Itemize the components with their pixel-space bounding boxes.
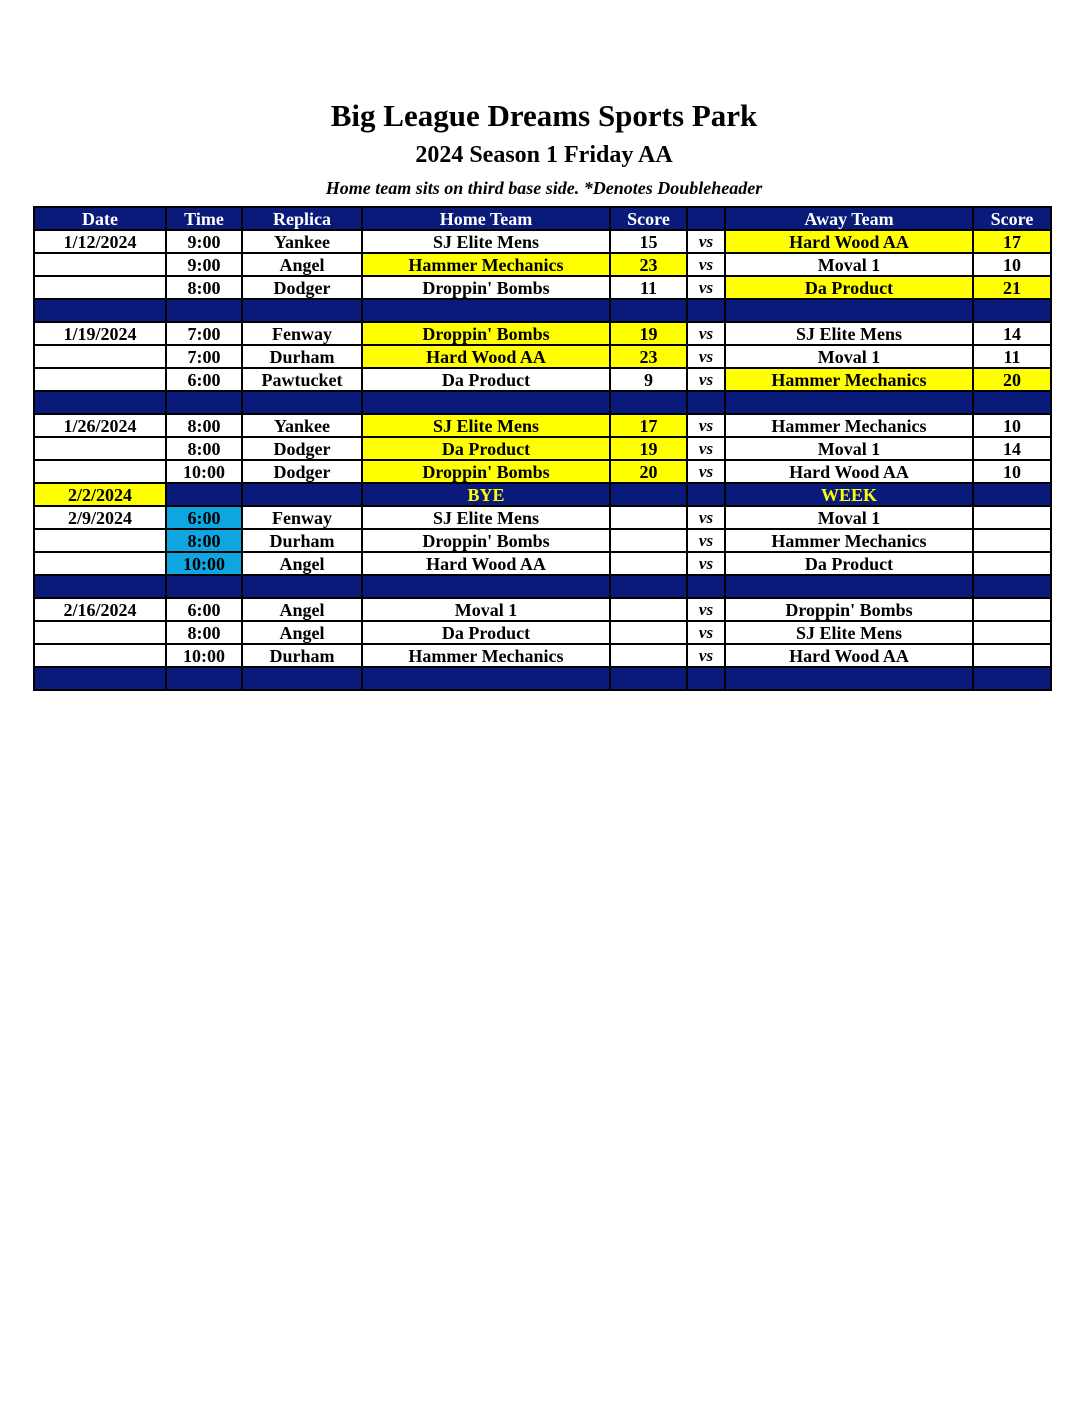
- col-header-date: Date: [34, 207, 166, 230]
- week-label: WEEK: [725, 483, 973, 506]
- schedule-body: [34, 230, 1051, 690]
- game-row: [34, 437, 1051, 460]
- replica-cell: Angel: [242, 598, 362, 621]
- away-score-cell: [973, 529, 1051, 552]
- away-team-cell: Da Product: [725, 276, 973, 299]
- vs-cell: vs: [687, 230, 725, 253]
- home-team-cell: Hammer Mechanics: [362, 253, 610, 276]
- separator-cell: [973, 391, 1051, 414]
- replica-cell: Durham: [242, 345, 362, 368]
- separator-cell: [242, 391, 362, 414]
- game-row: [34, 506, 1051, 529]
- bye-week-row: [34, 483, 1051, 506]
- home-team-cell: Hammer Mechanics: [362, 644, 610, 667]
- away-team-cell: Hard Wood AA: [725, 230, 973, 253]
- time-cell: [166, 483, 242, 506]
- page-title: Big League Dreams Sports Park: [330, 98, 758, 133]
- header-row: [34, 207, 1051, 230]
- away-score-cell: 10: [973, 253, 1051, 276]
- vs-cell: vs: [687, 460, 725, 483]
- home-score-cell: [610, 621, 687, 644]
- col-header-home-score: Score: [610, 207, 687, 230]
- away-team-cell: Hammer Mechanics: [725, 368, 973, 391]
- date-cell: [34, 529, 166, 552]
- time-cell: 7:00: [166, 322, 242, 345]
- home-team-cell: Droppin' Bombs: [362, 276, 610, 299]
- away-team-cell: Hard Wood AA: [725, 644, 973, 667]
- replica-cell: Angel: [242, 621, 362, 644]
- home-team-cell: Da Product: [362, 437, 610, 460]
- separator-cell: [687, 391, 725, 414]
- week-separator-row: [34, 667, 1051, 690]
- home-team-cell: Droppin' Bombs: [362, 460, 610, 483]
- separator-cell: [34, 391, 166, 414]
- bye-label: BYE: [362, 483, 610, 506]
- separator-cell: [362, 667, 610, 690]
- separator-cell: [242, 575, 362, 598]
- date-cell: [34, 253, 166, 276]
- replica-cell: Dodger: [242, 460, 362, 483]
- col-header-home-team: Home Team: [362, 207, 610, 230]
- date-cell: [34, 621, 166, 644]
- away-team-cell: Moval 1: [725, 437, 973, 460]
- separator-cell: [725, 575, 973, 598]
- week-separator-row: [34, 575, 1051, 598]
- separator-cell: [725, 667, 973, 690]
- date-cell: 1/19/2024: [34, 322, 166, 345]
- time-cell: 9:00: [166, 230, 242, 253]
- date-cell: [34, 437, 166, 460]
- date-cell: 2/16/2024: [34, 598, 166, 621]
- home-score-cell: [610, 506, 687, 529]
- replica-cell: Dodger: [242, 276, 362, 299]
- date-cell: 1/12/2024: [34, 230, 166, 253]
- time-cell: 7:00: [166, 345, 242, 368]
- away-team-cell: Moval 1: [725, 345, 973, 368]
- vs-cell: vs: [687, 345, 725, 368]
- vs-cell: vs: [687, 322, 725, 345]
- game-row: [34, 460, 1051, 483]
- page-subtitle: 2024 Season 1 Friday AA: [415, 142, 673, 168]
- game-row: [34, 276, 1051, 299]
- col-header-vs: [687, 207, 725, 230]
- game-row: [34, 529, 1051, 552]
- home-score-cell: 19: [610, 437, 687, 460]
- home-team-cell: Hard Wood AA: [362, 552, 610, 575]
- home-score-cell: 19: [610, 322, 687, 345]
- vs-cell: vs: [687, 529, 725, 552]
- away-score-cell: 14: [973, 322, 1051, 345]
- time-cell: 9:00: [166, 253, 242, 276]
- separator-cell: [362, 575, 610, 598]
- vs-cell: vs: [687, 368, 725, 391]
- separator-cell: [687, 575, 725, 598]
- away-team-cell: Hard Wood AA: [725, 460, 973, 483]
- vs-cell: vs: [687, 253, 725, 276]
- time-cell: 8:00: [166, 621, 242, 644]
- home-score-cell: 23: [610, 253, 687, 276]
- home-score-cell: 20: [610, 460, 687, 483]
- date-cell: 1/26/2024: [34, 414, 166, 437]
- separator-cell: [725, 391, 973, 414]
- separator-cell: [610, 575, 687, 598]
- separator-cell: [166, 575, 242, 598]
- date-cell: [34, 552, 166, 575]
- separator-cell: [166, 299, 242, 322]
- replica-cell: Durham: [242, 529, 362, 552]
- separator-cell: [610, 667, 687, 690]
- separator-cell: [34, 299, 166, 322]
- game-row: [34, 621, 1051, 644]
- home-team-cell: Droppin' Bombs: [362, 322, 610, 345]
- vs-cell: vs: [687, 644, 725, 667]
- away-score-cell: [973, 644, 1051, 667]
- separator-cell: [34, 667, 166, 690]
- replica-cell: Dodger: [242, 437, 362, 460]
- home-score-cell: 11: [610, 276, 687, 299]
- separator-cell: [610, 391, 687, 414]
- separator-cell: [242, 667, 362, 690]
- time-cell: 8:00: [166, 276, 242, 299]
- home-score-cell: 15: [610, 230, 687, 253]
- time-cell: 8:00: [166, 414, 242, 437]
- date-cell: [34, 644, 166, 667]
- date-cell: [34, 368, 166, 391]
- replica-cell: Fenway: [242, 506, 362, 529]
- home-score-cell: [610, 644, 687, 667]
- home-team-cell: SJ Elite Mens: [362, 414, 610, 437]
- game-row: [34, 322, 1051, 345]
- date-cell: [34, 345, 166, 368]
- away-score-cell: 11: [973, 345, 1051, 368]
- home-score-cell: 17: [610, 414, 687, 437]
- vs-cell: [687, 483, 725, 506]
- replica-cell: Angel: [242, 552, 362, 575]
- separator-cell: [166, 667, 242, 690]
- home-team-cell: Hard Wood AA: [362, 345, 610, 368]
- game-row: [34, 644, 1051, 667]
- col-header-time: Time: [166, 207, 242, 230]
- time-cell: 10:00: [166, 460, 242, 483]
- home-team-cell: Moval 1: [362, 598, 610, 621]
- away-team-cell: Moval 1: [725, 506, 973, 529]
- vs-cell: vs: [687, 621, 725, 644]
- home-score-cell: 9: [610, 368, 687, 391]
- game-row: [34, 345, 1051, 368]
- time-cell: 6:00: [166, 368, 242, 391]
- separator-cell: [610, 299, 687, 322]
- game-row: [34, 253, 1051, 276]
- week-separator-row: [34, 391, 1051, 414]
- replica-cell: Pawtucket: [242, 368, 362, 391]
- away-score-cell: 10: [973, 414, 1051, 437]
- away-team-cell: Da Product: [725, 552, 973, 575]
- home-score-cell: [610, 552, 687, 575]
- separator-cell: [687, 667, 725, 690]
- vs-cell: vs: [687, 276, 725, 299]
- away-team-cell: Hammer Mechanics: [725, 529, 973, 552]
- away-score-cell: 17: [973, 230, 1051, 253]
- away-score-cell: 10: [973, 460, 1051, 483]
- game-row: [34, 598, 1051, 621]
- week-separator-row: [34, 299, 1051, 322]
- schedule-table: [33, 206, 1052, 691]
- date-cell: 2/9/2024: [34, 506, 166, 529]
- separator-cell: [973, 667, 1051, 690]
- separator-cell: [34, 575, 166, 598]
- separator-cell: [242, 299, 362, 322]
- time-cell: 8:00: [166, 529, 242, 552]
- vs-cell: vs: [687, 552, 725, 575]
- away-score-cell: 20: [973, 368, 1051, 391]
- away-score-cell: [973, 483, 1051, 506]
- vs-cell: vs: [687, 437, 725, 460]
- away-score-cell: [973, 552, 1051, 575]
- separator-cell: [973, 299, 1051, 322]
- replica-cell: Angel: [242, 253, 362, 276]
- separator-cell: [973, 575, 1051, 598]
- separator-cell: [362, 391, 610, 414]
- home-score-cell: [610, 529, 687, 552]
- date-cell: 2/2/2024: [34, 483, 166, 506]
- home-score-cell: [610, 483, 687, 506]
- date-cell: [34, 276, 166, 299]
- away-team-cell: Hammer Mechanics: [725, 414, 973, 437]
- away-team-cell: Droppin' Bombs: [725, 598, 973, 621]
- game-row: [34, 414, 1051, 437]
- col-header-away-score: Score: [973, 207, 1051, 230]
- away-team-cell: SJ Elite Mens: [725, 322, 973, 345]
- time-cell: 6:00: [166, 598, 242, 621]
- replica-cell: Durham: [242, 644, 362, 667]
- home-score-cell: [610, 598, 687, 621]
- home-score-cell: 23: [610, 345, 687, 368]
- game-row: [34, 552, 1051, 575]
- away-score-cell: [973, 598, 1051, 621]
- separator-cell: [687, 299, 725, 322]
- time-cell: 10:00: [166, 552, 242, 575]
- game-row: [34, 230, 1051, 253]
- time-cell: 8:00: [166, 437, 242, 460]
- home-team-cell: Droppin' Bombs: [362, 529, 610, 552]
- page-note: Home team sits on third base side. *Denotes Doubleheader: [325, 178, 763, 198]
- home-team-cell: SJ Elite Mens: [362, 506, 610, 529]
- home-team-cell: SJ Elite Mens: [362, 230, 610, 253]
- replica-cell: Yankee: [242, 414, 362, 437]
- col-header-replica: Replica: [242, 207, 362, 230]
- away-team-cell: Moval 1: [725, 253, 973, 276]
- col-header-away-team: Away Team: [725, 207, 973, 230]
- replica-cell: Yankee: [242, 230, 362, 253]
- time-cell: 10:00: [166, 644, 242, 667]
- vs-cell: vs: [687, 414, 725, 437]
- away-score-cell: 14: [973, 437, 1051, 460]
- home-team-cell: Da Product: [362, 621, 610, 644]
- game-row: [34, 368, 1051, 391]
- away-score-cell: [973, 621, 1051, 644]
- separator-cell: [362, 299, 610, 322]
- date-cell: [34, 460, 166, 483]
- separator-cell: [725, 299, 973, 322]
- away-team-cell: SJ Elite Mens: [725, 621, 973, 644]
- vs-cell: vs: [687, 506, 725, 529]
- home-team-cell: Da Product: [362, 368, 610, 391]
- time-cell: 6:00: [166, 506, 242, 529]
- replica-cell: Fenway: [242, 322, 362, 345]
- separator-cell: [166, 391, 242, 414]
- replica-cell: [242, 483, 362, 506]
- vs-cell: vs: [687, 598, 725, 621]
- away-score-cell: [973, 506, 1051, 529]
- away-score-cell: 21: [973, 276, 1051, 299]
